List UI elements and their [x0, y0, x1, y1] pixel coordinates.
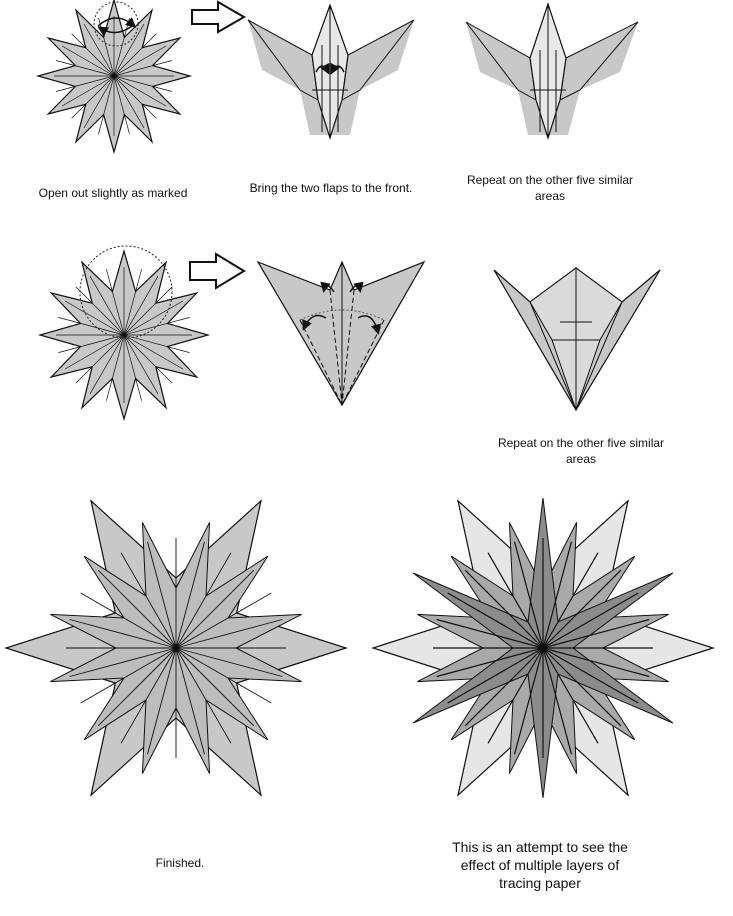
caption-step1: Open out slightly as marked	[38, 186, 188, 200]
caption-finished: Finished.	[155, 856, 205, 870]
tracing-paper-diagram	[373, 498, 713, 798]
step1-crease-lines	[54, 16, 174, 136]
finished-model-diagram	[6, 501, 346, 795]
caption-tracing-paper: This is an attempt to see the effect of multiple layers of tracing paper	[452, 839, 628, 891]
step6-result-diagram	[494, 268, 660, 410]
step1-star-diagram	[38, 0, 190, 152]
step3-result-diagram	[466, 4, 638, 138]
step4-crease-lines	[56, 267, 192, 403]
caption-step2: Bring the two flaps to the front.	[249, 181, 413, 195]
step4-star-diagram	[40, 246, 208, 419]
process-arrow-icon	[190, 254, 244, 288]
step5-fold-diagram	[258, 262, 424, 405]
caption-step6: Repeat on the other five similar areas	[497, 436, 665, 466]
caption-step3: Repeat on the other five similar areas	[466, 173, 634, 203]
process-arrow-icon	[192, 2, 244, 32]
step2-flap-diagram	[248, 5, 414, 138]
